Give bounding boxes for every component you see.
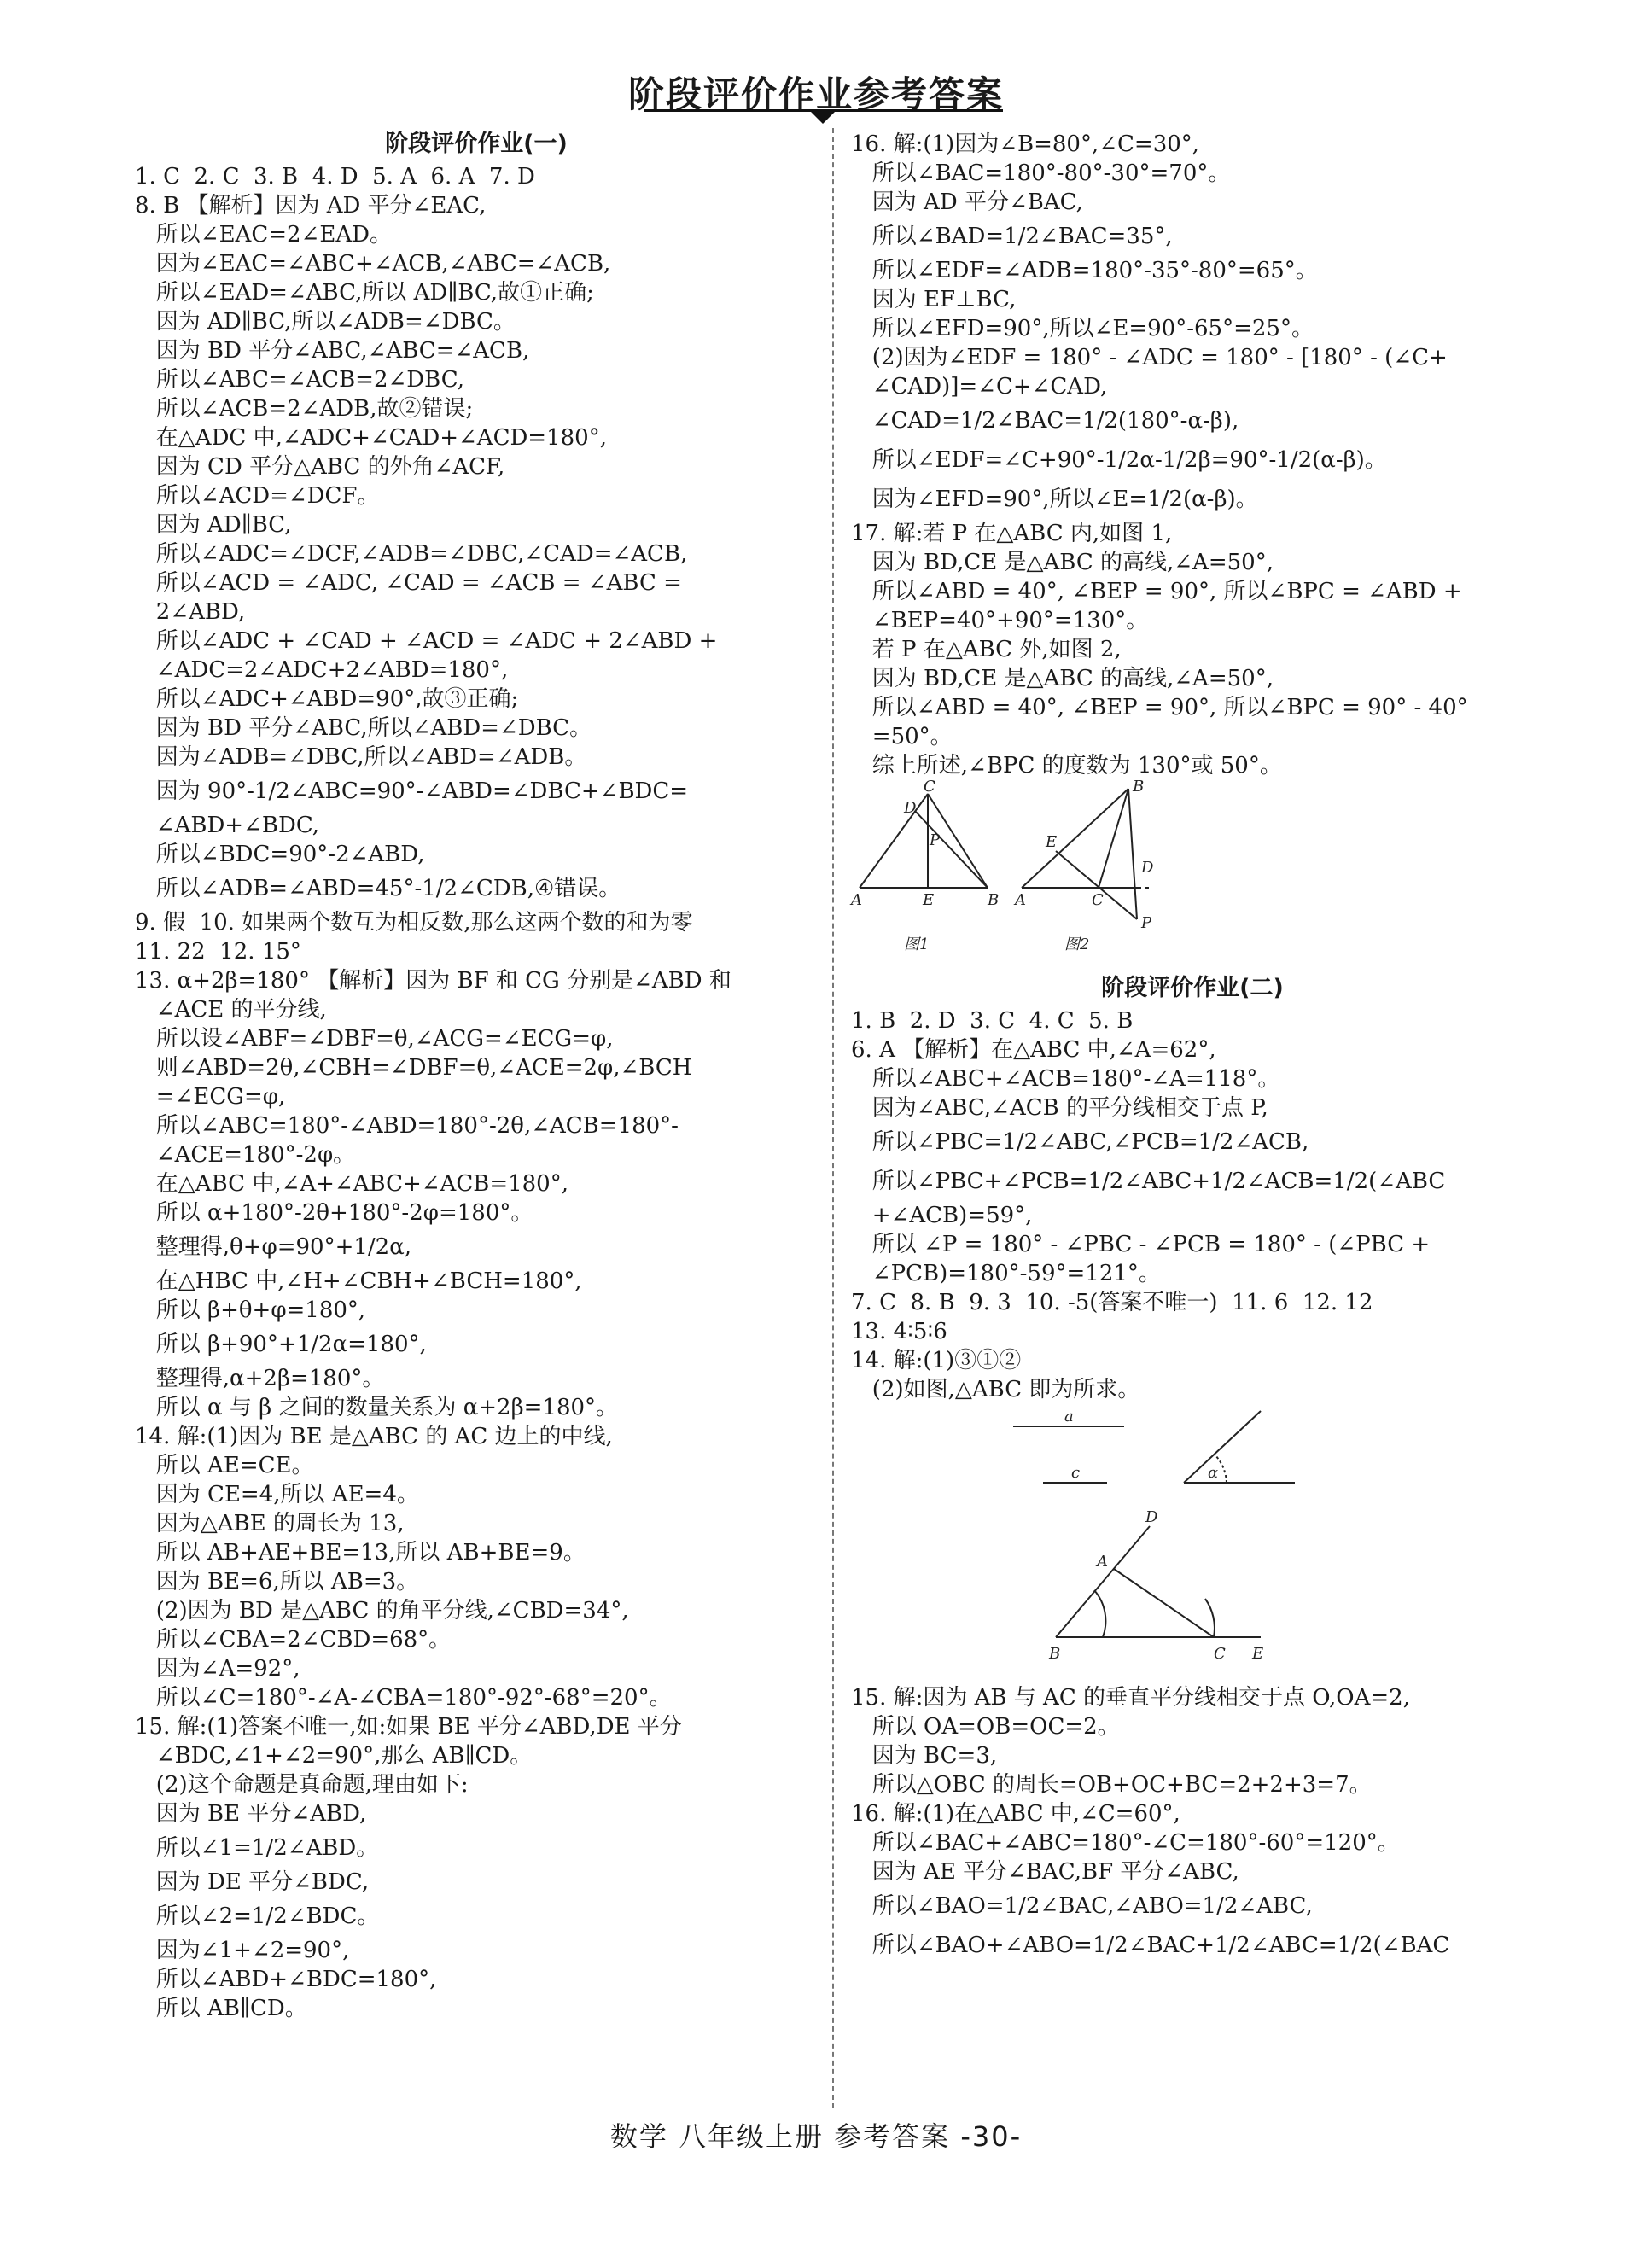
answer-line: 因为∠1+∠2=90°, xyxy=(135,1938,350,1963)
answer-line: 所以∠2=1/2∠BDC。 xyxy=(135,1904,380,1929)
answer-line: ∠ABD+∠BDC, xyxy=(135,813,320,838)
answer-line: 1. C 2. C 3. B 4. D 5. A 6. A 7. D xyxy=(135,164,535,189)
svg-text:E: E xyxy=(923,891,935,909)
answer-line: 因为∠A=92°, xyxy=(135,1656,300,1682)
answer-line: 所以∠ABC+∠ACB=180°-∠A=118°。 xyxy=(851,1066,1280,1092)
fig2-caption: 图2 xyxy=(1064,936,1090,953)
answer-line: 所以∠EDF=∠C+90°-1/2α-1/2β=90°-1/2(α-β)。 xyxy=(851,447,1387,473)
answer-line: 13. 4∶5∶6 xyxy=(851,1319,947,1344)
answer-line: 15. 解:因为 AB 与 AC 的垂直平分线相交于点 O,OA=2, xyxy=(851,1685,1410,1711)
page-title: 阶段评价作业参考答案 xyxy=(627,73,1004,115)
answer-line: 所以 α 与 β 之间的数量关系为 α+2β=180°。 xyxy=(135,1395,619,1420)
page-footer: 数学 八年级上册 参考答案 -30- xyxy=(609,2120,1023,2153)
answer-line: 因为 AD 平分∠BAC, xyxy=(851,189,1083,215)
svg-text:P: P xyxy=(930,831,941,849)
answer-line: 所以∠ADC + ∠CAD + ∠ACD = ∠ADC + 2∠ABD + xyxy=(135,628,718,654)
answer-line: 所以∠BAD=1/2∠BAC=35°, xyxy=(851,224,1173,249)
svg-text:B: B xyxy=(1133,778,1145,796)
answer-line: 所以△OBC 的周长=OB+OC+BC=2+2+3=7。 xyxy=(851,1772,1372,1798)
svg-text:α: α xyxy=(1208,1464,1219,1482)
answer-line: ∠PCB)=180°-59°=121°。 xyxy=(851,1261,1161,1286)
answer-line: 所以∠BDC=90°-2∠ABD, xyxy=(135,842,425,867)
svg-text:P: P xyxy=(1141,914,1152,932)
answer-line: 所以∠EFD=90°,所以∠E=90°-65°=25°。 xyxy=(851,316,1314,341)
answer-line: 所以∠ACD = ∠ADC, ∠CAD = ∠ACB = ∠ABC = xyxy=(135,570,682,596)
answer-line: 所以 AB+AE+BE=13,所以 AB+BE=9。 xyxy=(135,1540,586,1565)
answer-line: 所以∠BAC+∠ABC=180°-∠C=180°-60°=120°。 xyxy=(851,1830,1400,1856)
answer-line: 所以 ∠P = 180° - ∠PBC - ∠PCB = 180° - (∠PBC + xyxy=(851,1232,1431,1257)
answer-line: 所以∠ADC=∠DCF,∠ADB=∠DBC,∠CAD=∠ACB, xyxy=(135,541,688,567)
answer-line: 所以∠ACB=2∠ADB,故②错误; xyxy=(135,396,474,422)
answer-line: 所以∠ABD = 40°, ∠BEP = 90°, 所以∠BPC = ∠ABD + xyxy=(851,579,1462,604)
svg-text:C: C xyxy=(1214,1645,1226,1663)
answer-line: 整理得,θ+φ=90°+1/2α, xyxy=(135,1234,412,1260)
answer-line: =∠ECG=φ, xyxy=(135,1084,286,1110)
answer-line: 所以∠PBC=1/2∠ABC,∠PCB=1/2∠ACB, xyxy=(851,1129,1309,1155)
answer-line: 所以 β+θ+φ=180°, xyxy=(135,1297,366,1323)
answer-line: +∠ACB)=59°, xyxy=(851,1203,1033,1228)
svg-text:C: C xyxy=(1092,891,1104,909)
answer-line: 所以∠BAC=180°-80°-30°=70°。 xyxy=(851,160,1231,186)
answer-line: 因为 BD,CE 是△ABC 的高线,∠A=50°, xyxy=(851,666,1274,691)
answer-line: ∠CAD=1/2∠BAC=1/2(180°-α-β), xyxy=(851,408,1239,434)
answer-line: 所以∠CBA=2∠CBD=68°。 xyxy=(135,1627,452,1653)
answer-line: 所以∠BAO=1/2∠BAC,∠ABO=1/2∠ABC, xyxy=(851,1893,1313,1919)
answer-line: 15. 解:(1)答案不唯一,如:如果 BE 平分∠ABD,DE 平分 xyxy=(135,1714,682,1740)
answer-line: 所以 α+180°-2θ+180°-2φ=180°。 xyxy=(135,1200,533,1226)
answer-line: ∠CAD)]=∠C+∠CAD, xyxy=(851,374,1108,399)
answer-line: 7. C 8. B 9. 3 10. -5(答案不唯一) 11. 6 12. 12 xyxy=(851,1290,1373,1315)
figure-17-diagrams xyxy=(851,778,1158,958)
answer-line: =50°。 xyxy=(851,724,953,749)
answer-line: 所以∠PBC+∠PCB=1/2∠ABC+1/2∠ACB=1/2(∠ABC xyxy=(851,1169,1446,1194)
svg-text:D: D xyxy=(1145,1508,1158,1526)
svg-text:B: B xyxy=(988,891,1000,909)
answer-line: 所以∠EAC=2∠EAD。 xyxy=(135,222,392,248)
right-column xyxy=(851,130,1534,1965)
answer-line: 因为 BD 平分∠ABC,∠ABC=∠ACB, xyxy=(135,338,530,364)
svg-text:C: C xyxy=(924,778,935,796)
answer-line: 因为∠ADB=∠DBC,所以∠ABD=∠ADB。 xyxy=(135,744,587,770)
svg-text:D: D xyxy=(904,799,917,817)
section-heading-1: 阶段评价作业(一) xyxy=(385,131,568,157)
answer-line: 所以∠ABD+∠BDC=180°, xyxy=(135,1967,437,1992)
answer-line: 17. 解:若 P 在△ABC 内,如图 1, xyxy=(851,521,1173,546)
answer-line: 14. 解:(1)③①② xyxy=(851,1348,1022,1373)
answer-line: 所以∠ADC+∠ABD=90°,故③正确; xyxy=(135,686,519,712)
right-answer-lines-a xyxy=(851,130,1534,780)
answer-line: 因为 BE=6,所以 AB=3。 xyxy=(135,1569,419,1595)
answer-line: (2)如图,△ABC 即为所求。 xyxy=(851,1377,1140,1402)
answer-line: 6. A 【解析】在△ABC 中,∠A=62°, xyxy=(851,1037,1216,1063)
answer-line: 所以∠C=180°-∠A-∠CBA=180°-92°-68°=20°。 xyxy=(135,1685,672,1711)
answer-line: 所以 AB∥CD。 xyxy=(135,1996,307,2021)
answer-line: 因为 AE 平分∠BAC,BF 平分∠ABC, xyxy=(851,1859,1239,1885)
answer-line: 所以设∠ABF=∠DBF=θ,∠ACG=∠ECG=φ, xyxy=(135,1026,614,1052)
column-divider xyxy=(832,128,834,2108)
answer-line: 所以 AE=CE。 xyxy=(135,1453,314,1478)
answer-line: 8. B 【解析】因为 AD 平分∠EAC, xyxy=(135,193,487,219)
left-answer-lines xyxy=(135,162,818,2023)
answer-line: 13. α+2β=180° 【解析】因为 BF 和 CG 分别是∠ABD 和 xyxy=(135,968,731,994)
answer-line: 所以∠EAD=∠ABC,所以 AD∥BC,故①正确; xyxy=(135,280,594,306)
answer-line: 因为 BC=3, xyxy=(851,1743,998,1769)
answer-line: (2)这个命题是真命题,理由如下: xyxy=(135,1772,469,1798)
answer-line: 因为 BE 平分∠ABD, xyxy=(135,1801,367,1827)
answer-line: 因为 DE 平分∠BDC, xyxy=(135,1869,370,1895)
answer-line: 在△HBC 中,∠H+∠CBH+∠BCH=180°, xyxy=(135,1268,582,1294)
construction-figure xyxy=(851,1408,1534,1675)
answer-line: 14. 解:(1)因为 BE 是△ABC 的 AC 边上的中线, xyxy=(135,1424,613,1449)
answer-line: 在△ADC 中,∠ADC+∠CAD+∠ACD=180°, xyxy=(135,425,607,451)
answer-line: 若 P 在△ABC 外,如图 2, xyxy=(851,637,1122,662)
right-answer-lines-c xyxy=(851,1683,1534,1965)
answer-line: (2)因为 BD 是△ABC 的角平分线,∠CBD=34°, xyxy=(135,1598,629,1624)
answer-line: 所以∠ADB=∠ABD=45°-1/2∠CDB,④错误。 xyxy=(135,876,621,901)
answer-line: 因为 BD,CE 是△ABC 的高线,∠A=50°, xyxy=(851,550,1274,575)
svg-text:B: B xyxy=(1049,1645,1061,1663)
section-heading-2: 阶段评价作业(二) xyxy=(1101,975,1284,1001)
answer-line: 因为∠ABC,∠ACB 的平分线相交于点 P, xyxy=(851,1095,1268,1121)
answer-line: 所以∠ABC=180°-∠ABD=180°-2θ,∠ACB=180°- xyxy=(135,1113,679,1139)
svg-text:A: A xyxy=(1015,891,1026,909)
answer-line: 9. 假 10. 如果两个数互为相反数,那么这两个数的和为零 xyxy=(135,910,693,936)
answer-line: 因为 90°-1/2∠ABC=90°-∠ABD=∠DBC+∠BDC= xyxy=(135,778,689,804)
answer-line: ∠ACE=180°-2φ。 xyxy=(135,1142,356,1168)
answer-line: 因为 AD∥BC,所以∠ADB=∠DBC。 xyxy=(135,309,516,335)
answer-line: 16. 解:(1)在△ABC 中,∠C=60°, xyxy=(851,1801,1180,1827)
right-answer-lines-b xyxy=(851,1006,1534,1404)
answer-line: 所以∠ABC=∠ACB=2∠DBC, xyxy=(135,367,464,393)
answer-line: 因为 CD 平分△ABC 的外角∠ACF, xyxy=(135,454,505,480)
svg-text:c: c xyxy=(1071,1464,1081,1482)
answer-line: 16. 解:(1)因为∠B=80°,∠C=30°, xyxy=(851,131,1200,157)
answer-line: 所以∠1=1/2∠ABD。 xyxy=(135,1835,379,1861)
answer-line: 因为∠EAC=∠ABC+∠ACB,∠ABC=∠ACB, xyxy=(135,251,611,277)
svg-text:A: A xyxy=(851,891,862,909)
answer-line: ∠ACE 的平分线, xyxy=(135,997,327,1023)
title-marker xyxy=(811,112,835,124)
answer-line: 所以∠EDF=∠ADB=180°-35°-80°=65°。 xyxy=(851,258,1318,283)
svg-text:E: E xyxy=(1046,833,1058,851)
svg-text:A: A xyxy=(1097,1553,1108,1571)
answer-line: 2∠ABD, xyxy=(135,599,246,625)
answer-line: ∠BEP=40°+90°=130°。 xyxy=(851,608,1149,633)
answer-line: 综上所述,∠BPC 的度数为 130°或 50°。 xyxy=(851,753,1282,778)
answer-line: 所以∠BAO+∠ABO=1/2∠BAC+1/2∠ABC=1/2(∠BAC xyxy=(851,1933,1450,1958)
answer-line: 因为 CE=4,所以 AE=4。 xyxy=(135,1482,419,1507)
svg-text:a: a xyxy=(1064,1408,1074,1426)
answer-line: 因为 BD 平分∠ABC,所以∠ABD=∠DBC。 xyxy=(135,715,592,741)
answer-line: 所以 OA=OB=OC=2。 xyxy=(851,1714,1120,1740)
answer-line: 整理得,α+2β=180°。 xyxy=(135,1366,385,1391)
answer-line: 因为 AD∥BC, xyxy=(135,512,292,538)
answer-line: 所以∠ABD = 40°, ∠BEP = 90°, 所以∠BPC = 90° - 40° xyxy=(851,695,1468,720)
svg-text:E: E xyxy=(1252,1645,1264,1663)
answer-line: 在△ABC 中,∠A+∠ABC+∠ACB=180°, xyxy=(135,1171,568,1197)
answer-line: 1. B 2. D 3. C 4. C 5. B xyxy=(851,1008,1134,1034)
answer-line: 所以 β+90°+1/2α=180°, xyxy=(135,1332,427,1357)
svg-text:D: D xyxy=(1141,859,1154,877)
answer-line: 11. 22 12. 15° xyxy=(135,939,301,965)
figures-17 xyxy=(851,778,1534,965)
fig1-caption: 图1 xyxy=(904,936,930,953)
left-column xyxy=(135,130,818,2023)
figure-14-construction xyxy=(851,1408,1500,1667)
answer-line: 因为△ABE 的周长为 13, xyxy=(135,1511,405,1536)
answer-line: ∠BDC,∠1+∠2=90°,那么 AB∥CD。 xyxy=(135,1743,533,1769)
answer-line: (2)因为∠EDF = 180° - ∠ADC = 180° - [180° - (∠C+ xyxy=(851,345,1448,370)
answer-line: 所以∠ACD=∠DCF。 xyxy=(135,483,380,509)
answer-line: 则∠ABD=2θ,∠CBH=∠DBF=θ,∠ACE=2φ,∠BCH xyxy=(135,1055,692,1081)
answer-line: 因为∠EFD=90°,所以∠E=1/2(α-β)。 xyxy=(851,487,1258,512)
answer-line: 因为 EF⊥BC, xyxy=(851,287,1017,312)
answer-line: ∠ADC=2∠ADC+2∠ABD=180°, xyxy=(135,657,509,683)
